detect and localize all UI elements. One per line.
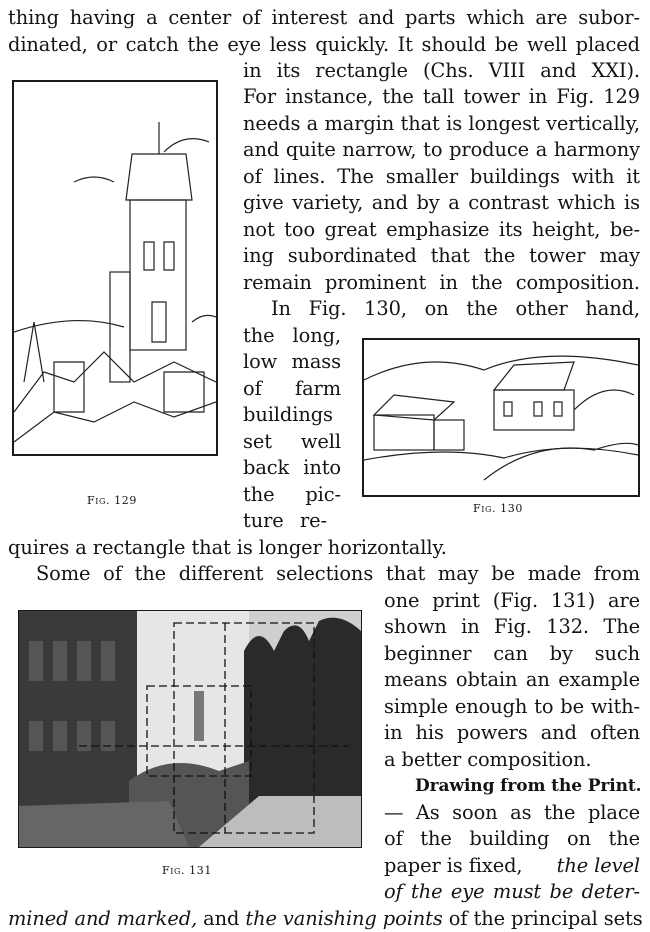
text-line-25: beginner can by such bbox=[384, 642, 640, 665]
text-line-33-a: paper is fixed, bbox=[384, 854, 523, 877]
text-line-15: of farm bbox=[243, 377, 341, 400]
text-line-32: of the building on the bbox=[384, 827, 640, 850]
text-line-23: one print (Fig. 131) are bbox=[384, 589, 640, 612]
text-line-35 bbox=[8, 906, 643, 932]
text-line-31: — As soon as the place bbox=[384, 801, 640, 824]
text-line-2: dinated, or catch the eye less quickly. It should be well placed bbox=[8, 33, 640, 56]
text-line-16: buildings bbox=[243, 403, 333, 426]
text-line-4: For instance, the tall tower in Fig. 129 bbox=[243, 85, 640, 108]
text-line-5: needs a margin that is longest vertically, bbox=[243, 112, 640, 135]
text-line-14: low mass bbox=[243, 350, 341, 373]
text-line-12: In Fig. 130, on the other hand, bbox=[271, 297, 640, 320]
text-line-35-d: of the principal sets bbox=[442, 907, 643, 930]
text-line-13: the long, bbox=[243, 324, 341, 347]
figure-129-caption: Fig. 129 bbox=[87, 494, 137, 507]
text-line-6: and quite narrow, to produce a harmony bbox=[243, 138, 640, 161]
text-line-33-b: the level bbox=[556, 854, 640, 877]
figure-131-caption: Fig. 131 bbox=[162, 864, 212, 877]
text-line-1: thing having a center of interest and parts which are subor- bbox=[8, 6, 640, 29]
text-line-11: remain prominent in the composition. bbox=[243, 271, 640, 294]
text-line-18: back into bbox=[243, 456, 341, 479]
section-heading-drawing-from-the-print: Drawing from the Print. bbox=[415, 776, 642, 796]
text-line-35-c: the vanishing points bbox=[245, 907, 443, 930]
text-line-29: a better composition. bbox=[384, 748, 592, 771]
text-line-19: the pic- bbox=[243, 483, 341, 506]
text-line-20: ture re- bbox=[243, 509, 327, 532]
figure-130-caption: Fig. 130 bbox=[473, 502, 523, 515]
text-line-3: in its rectangle (Chs. VIII and XXI). bbox=[243, 59, 640, 82]
text-line-34 bbox=[384, 879, 640, 905]
text-line-24: shown in Fig. 132. The bbox=[384, 615, 640, 638]
text-line-8: give variety, and by a contrast which is bbox=[243, 191, 640, 214]
text-line-33 bbox=[384, 853, 640, 879]
text-line-34-italic: of the eye must be deter- bbox=[384, 880, 640, 903]
text-line-35-b: and bbox=[197, 907, 246, 930]
text-line-27: simple enough to be with- bbox=[384, 695, 640, 718]
figure-129-tower-sketch bbox=[12, 80, 218, 456]
figure-130-farm-sketch bbox=[362, 338, 640, 497]
text-line-26: means obtain an example bbox=[384, 668, 640, 691]
text-line-9: not too great emphasize its height, be- bbox=[243, 218, 640, 241]
text-line-7: of lines. The smaller buildings with it bbox=[243, 165, 640, 188]
text-line-35-a: mined and marked, bbox=[8, 907, 198, 930]
figure-131-photograph bbox=[18, 610, 362, 848]
text-line-22: Some of the different selections that may be made from bbox=[36, 562, 640, 585]
text-line-28: in his powers and often bbox=[384, 721, 640, 744]
text-line-17: set well bbox=[243, 430, 341, 453]
text-line-10: ing subordinated that the tower may bbox=[243, 244, 640, 267]
text-line-21: quires a rectangle that is longer horizontally. bbox=[8, 536, 447, 559]
